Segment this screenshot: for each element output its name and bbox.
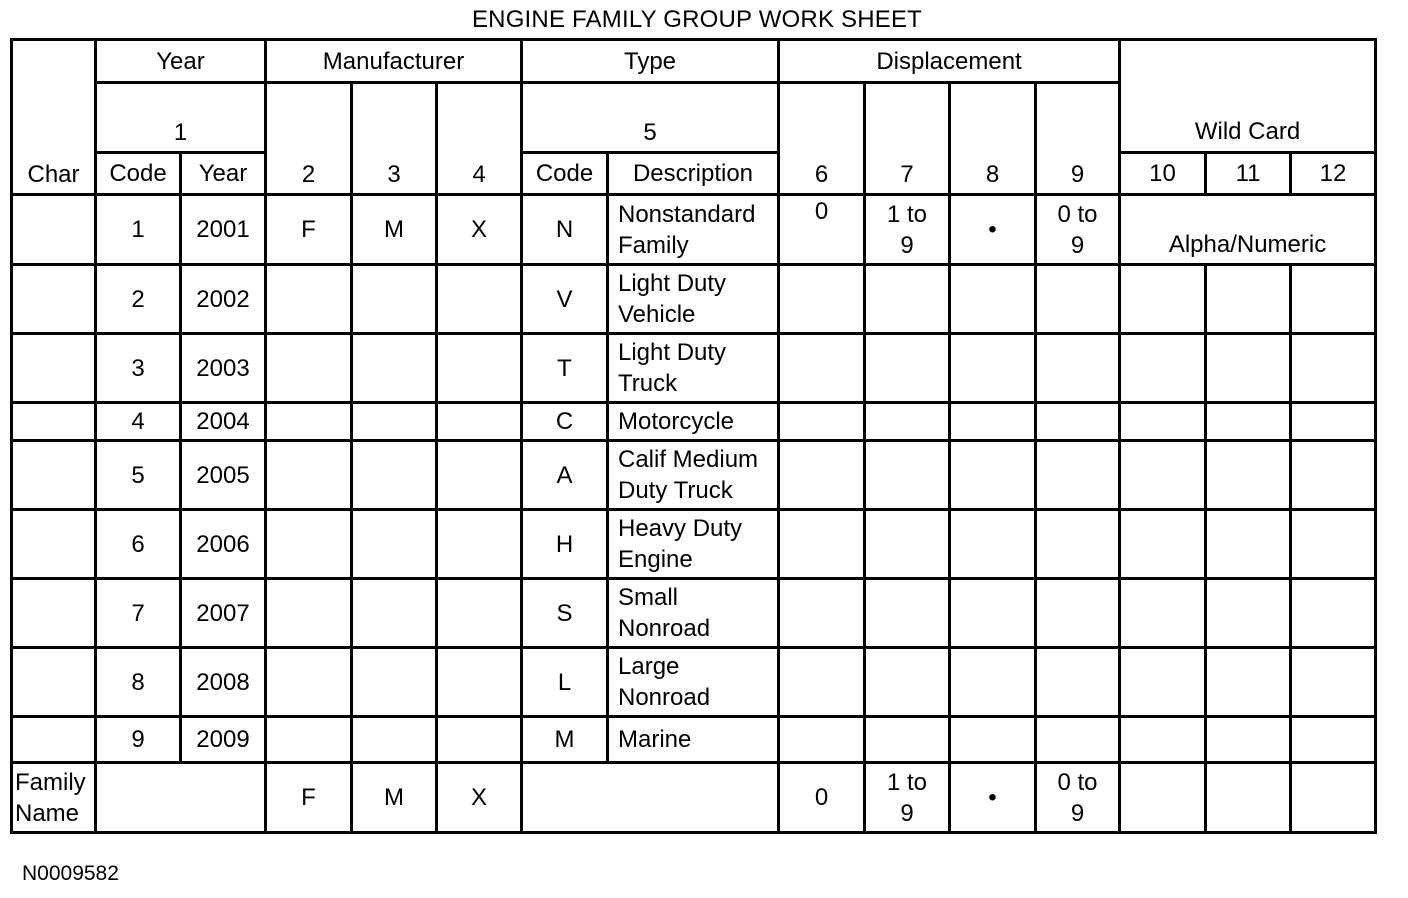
type-description-cell: Marine [608, 717, 779, 763]
type-code-cell: N [522, 195, 608, 265]
displacement-cell: 1 to 9 [865, 195, 950, 265]
displacement-cell: 0 to 9 [1036, 195, 1120, 265]
family-displacement-cell: • [950, 763, 1036, 833]
table-row [12, 195, 1376, 265]
manufacturer-cell [352, 441, 437, 510]
wild-card-cell [1291, 441, 1376, 510]
wild-card-cell [1291, 648, 1376, 717]
type-description-cell: Motorcycle [608, 403, 779, 441]
year-cell: 2005 [181, 441, 266, 510]
displacement-cell [950, 403, 1036, 441]
year-code-cell: 1 [96, 195, 181, 265]
type-description-cell: Calif Medium Duty Truck [608, 441, 779, 510]
displacement-cell [779, 579, 865, 648]
manufacturer-cell: M [352, 195, 437, 265]
manufacturer-cell [266, 265, 352, 334]
year-cell: 2007 [181, 579, 266, 648]
type-description-cell: Light Duty Truck [608, 334, 779, 403]
year-cell: 2008 [181, 648, 266, 717]
position-3-header: 3 [352, 83, 437, 195]
type-code-cell: H [522, 510, 608, 579]
char-cell [12, 265, 96, 334]
wild-card-cell [1206, 717, 1291, 763]
type-description-cell: Large Nonroad [608, 648, 779, 717]
displacement-cell [1036, 579, 1120, 648]
type-code-cell: V [522, 265, 608, 334]
wild-card-cell [1206, 265, 1291, 334]
table-row [12, 265, 1376, 334]
family-displacement-cell: 0 to 9 [1036, 763, 1120, 833]
wild-card-cell [1206, 334, 1291, 403]
year-cell: 2001 [181, 195, 266, 265]
wild-card-cell [1120, 510, 1206, 579]
manufacturer-cell [437, 334, 522, 403]
displacement-cell [1036, 441, 1120, 510]
type-description-header: Description [608, 153, 779, 195]
wild-card-cell [1120, 648, 1206, 717]
wild-card-cell [1291, 579, 1376, 648]
char-cell [12, 403, 96, 441]
wild-card-cell [1291, 510, 1376, 579]
char-cell [12, 195, 96, 265]
manufacturer-cell [266, 441, 352, 510]
char-cell [12, 441, 96, 510]
displacement-cell [779, 403, 865, 441]
displacement-cell [865, 579, 950, 648]
displacement-cell [865, 265, 950, 334]
displacement-cell: • [950, 195, 1036, 265]
wild-card-cell [1291, 403, 1376, 441]
displacement-cell [779, 441, 865, 510]
manufacturer-cell [352, 265, 437, 334]
wild-card-cell [1206, 579, 1291, 648]
position-9-header: 9 [1036, 83, 1120, 195]
engine-family-worksheet-table [10, 38, 1377, 834]
family-name-label: Family Name [12, 763, 96, 833]
wild-card-cell [1120, 265, 1206, 334]
manufacturer-cell [437, 510, 522, 579]
type-code-cell: T [522, 334, 608, 403]
page-title: ENGINE FAMILY GROUP WORK SHEET [471, 6, 923, 33]
manufacturer-cell [437, 403, 522, 441]
wild-card-cell [1291, 717, 1376, 763]
wild-card-group-header: Wild Card [1120, 40, 1376, 153]
manufacturer-cell [437, 717, 522, 763]
position-8-header: 8 [950, 83, 1036, 195]
type-description-cell: Heavy Duty Engine [608, 510, 779, 579]
position-4-header: 4 [437, 83, 522, 195]
table-row [12, 441, 1376, 510]
displacement-cell [779, 648, 865, 717]
char-cell [12, 510, 96, 579]
char-header: Char [12, 40, 96, 195]
displacement-cell [865, 334, 950, 403]
displacement-cell [950, 579, 1036, 648]
displacement-cell: 0 [779, 195, 865, 265]
manufacturer-cell [352, 579, 437, 648]
char-cell [12, 648, 96, 717]
family-type-cell [522, 763, 779, 833]
year-code-cell: 5 [96, 441, 181, 510]
family-year-cell [96, 763, 266, 833]
family-wild-card-cell [1291, 763, 1376, 833]
position-7-header: 7 [865, 83, 950, 195]
type-description-cell: Light Duty Vehicle [608, 265, 779, 334]
position-2-header: 2 [266, 83, 352, 195]
year-code-cell: 8 [96, 648, 181, 717]
type-code-cell: L [522, 648, 608, 717]
manufacturer-cell [437, 265, 522, 334]
wild-card-cell [1206, 441, 1291, 510]
manufacturer-cell [266, 648, 352, 717]
year-cell: 2009 [181, 717, 266, 763]
displacement-cell [1036, 648, 1120, 717]
type-code-cell: S [522, 579, 608, 648]
table-row [12, 579, 1376, 648]
manufacturer-cell [437, 441, 522, 510]
type-code-cell: C [522, 403, 608, 441]
year-cell: 2004 [181, 403, 266, 441]
type-code-header: Code [522, 153, 608, 195]
position-5-header: 5 [522, 83, 779, 153]
wild-card-cell [1291, 334, 1376, 403]
displacement-cell [1036, 265, 1120, 334]
family-manufacturer-cell: M [352, 763, 437, 833]
manufacturer-cell: X [437, 195, 522, 265]
char-cell [12, 579, 96, 648]
wild-card-cell [1291, 265, 1376, 334]
family-name-row [12, 763, 1376, 833]
table-row [12, 510, 1376, 579]
manufacturer-cell [352, 648, 437, 717]
type-group-header: Type [522, 40, 779, 83]
position-10-header: 10 [1120, 153, 1206, 195]
family-displacement-cell: 0 [779, 763, 865, 833]
table-row [12, 403, 1376, 441]
displacement-cell [865, 403, 950, 441]
displacement-cell [950, 648, 1036, 717]
displacement-cell [1036, 717, 1120, 763]
year-code-cell: 3 [96, 334, 181, 403]
position-1-header: 1 [96, 83, 266, 153]
year-code-cell: 9 [96, 717, 181, 763]
family-manufacturer-cell: F [266, 763, 352, 833]
figure-id: N0009582 [22, 862, 119, 885]
type-description-cell: Nonstandard Family [608, 195, 779, 265]
year-year-header: Year [181, 153, 266, 195]
displacement-cell [950, 334, 1036, 403]
table-row [12, 334, 1376, 403]
displacement-cell [1036, 510, 1120, 579]
family-wild-card-cell [1206, 763, 1291, 833]
displacement-cell [865, 441, 950, 510]
manufacturer-cell [437, 579, 522, 648]
year-code-cell: 4 [96, 403, 181, 441]
year-code-header: Code [96, 153, 181, 195]
displacement-cell [779, 334, 865, 403]
displacement-cell [1036, 403, 1120, 441]
wild-card-cell [1120, 403, 1206, 441]
family-manufacturer-cell: X [437, 763, 522, 833]
displacement-cell [779, 510, 865, 579]
displacement-cell [865, 648, 950, 717]
position-12-header: 12 [1291, 153, 1376, 195]
manufacturer-cell [266, 510, 352, 579]
manufacturer-cell [352, 334, 437, 403]
table-row [12, 717, 1376, 763]
displacement-cell [950, 265, 1036, 334]
manufacturer-cell [437, 648, 522, 717]
wild-card-cell [1206, 648, 1291, 717]
manufacturer-cell [352, 510, 437, 579]
year-cell: 2006 [181, 510, 266, 579]
manufacturer-cell [266, 579, 352, 648]
wild-card-cell [1120, 579, 1206, 648]
char-cell [12, 334, 96, 403]
year-code-cell: 2 [96, 265, 181, 334]
wild-card-cell [1206, 510, 1291, 579]
type-code-cell: M [522, 717, 608, 763]
subheader-row [12, 153, 1376, 195]
group-header-row [12, 40, 1376, 83]
manufacturer-cell: F [266, 195, 352, 265]
manufacturer-group-header: Manufacturer [266, 40, 522, 83]
year-code-cell: 6 [96, 510, 181, 579]
manufacturer-cell [352, 403, 437, 441]
year-cell: 2002 [181, 265, 266, 334]
manufacturer-cell [352, 717, 437, 763]
position-11-header: 11 [1206, 153, 1291, 195]
table-row [12, 648, 1376, 717]
displacement-cell [1036, 334, 1120, 403]
position-6-header: 6 [779, 83, 865, 195]
family-displacement-cell: 1 to 9 [865, 763, 950, 833]
year-code-cell: 7 [96, 579, 181, 648]
wild-card-cell: Alpha/Numeric [1120, 195, 1376, 265]
displacement-cell [779, 717, 865, 763]
displacement-group-header: Displacement [779, 40, 1120, 83]
wild-card-cell [1120, 717, 1206, 763]
wild-card-cell [1120, 334, 1206, 403]
displacement-cell [950, 717, 1036, 763]
displacement-cell [865, 510, 950, 579]
type-code-cell: A [522, 441, 608, 510]
displacement-cell [950, 510, 1036, 579]
displacement-cell [779, 265, 865, 334]
manufacturer-cell [266, 717, 352, 763]
displacement-cell [865, 717, 950, 763]
char-cell [12, 717, 96, 763]
year-cell: 2003 [181, 334, 266, 403]
displacement-cell [950, 441, 1036, 510]
family-wild-card-cell [1120, 763, 1206, 833]
wild-card-cell [1206, 403, 1291, 441]
wild-card-cell [1120, 441, 1206, 510]
manufacturer-cell [266, 403, 352, 441]
type-description-cell: Small Nonroad [608, 579, 779, 648]
manufacturer-cell [266, 334, 352, 403]
year-group-header: Year [96, 40, 266, 83]
